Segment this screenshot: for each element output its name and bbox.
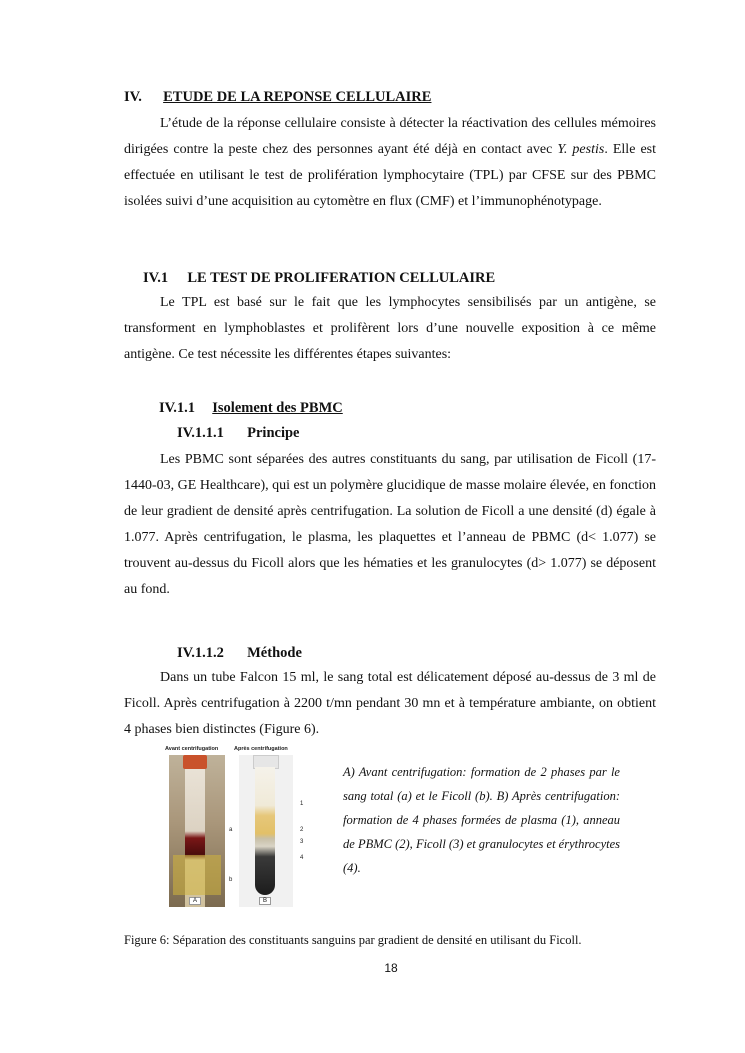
marker-b: b <box>229 877 233 883</box>
phase-4-label: 4 <box>300 855 304 861</box>
subsubsection-heading <box>159 400 343 417</box>
figure-image <box>165 745 315 912</box>
tube-b-photo <box>239 755 293 907</box>
subsubsection-number: IV.1.1 <box>159 400 195 416</box>
principe-paragraph: Les PBMC sont séparées des autres constituants du sang, par utilisation de Ficoll (17-1440-03, GE Healthcare), qui est un polymère glucidique de masse molaire élevée, en fonction de leur gradient de densité après centrifugation. La solution de Ficoll a une densité (d) égale à 1.077. Après centrifugation, le plasma, les plaquettes et l’anneau de PBMC (d< 1.077) se trouvent au-dessus du Ficoll alors que les hématies et les granulocytes (d> 1.077) se déposent au fond. <box>124 452 656 597</box>
marker-a: a <box>229 827 233 833</box>
methode-number: IV.1.1.2 <box>177 645 224 661</box>
figure-legend: A) Avant centrifugation: formation de 2 phases par le sang total (a) et le Ficoll (b). B) Après centrifugation: formation de 4 phases formées de plasma (1), anneau de PBMC (2), Ficoll (3) et granulocytes et érythrocytes (4). <box>343 765 620 875</box>
tube-a-cap <box>183 755 207 769</box>
methode-paragraph: Dans un tube Falcon 15 ml, le sang total est délicatement déposé au-dessus de 3 ml de Ficoll. Après centrifugation à 2200 t/mn pendant 30 mn et à température ambiante, on obtient 4 phases bien distinctes (Figure 6). <box>124 670 656 737</box>
tube-a-rack <box>173 855 221 895</box>
principe-number: IV.1.1.1 <box>177 425 224 441</box>
tube-a-photo <box>169 755 225 907</box>
intro-text-1: L’étude de la réponse cellulaire consiste à détecter la réactivation des cellules mémoires dirigées contre la peste chez des personnes ayant été déjà en contact avec <box>124 116 656 157</box>
subsection-paragraph: Le TPL est basé sur le fait que les lymphocytes sensibilisés par un antigène, se transforment en lymphoblastes et prolifèrent lors d’une nouvelle exposition à ce même antigène. Ce test nécessite les différentes étapes suivantes: <box>124 295 656 362</box>
methode-heading <box>177 645 302 662</box>
intro-species: Y. pestis <box>557 142 605 157</box>
principe-text <box>124 447 656 603</box>
subsection-heading <box>143 270 495 287</box>
section-intro <box>124 111 656 215</box>
phase-3-label: 3 <box>300 839 304 845</box>
subsection-number: IV.1 <box>143 270 169 286</box>
section-heading <box>124 89 431 106</box>
subsection-title: LE TEST DE PROLIFERATION CELLULAIRE <box>187 270 496 286</box>
page-number: 18 <box>384 961 398 975</box>
principe-title: Principe <box>247 425 300 441</box>
intro-text-2: . Elle est effectuée en utilisant le test de prolifération lymphocytaire (TPL) par CFSE sur des PBMC isolées suivi d’une acquisition au cytomètre en flux (CMF) et l’immunophénotypage. <box>124 142 657 209</box>
phase-2-label: 2 <box>300 827 304 833</box>
figure-caption: Figure 6: Séparation des constituants sanguins par gradient de densité en utilisant du Ficoll. <box>124 933 582 947</box>
phase-1-label: 1 <box>300 801 304 807</box>
methode-title: Méthode <box>247 645 302 661</box>
label-after: Après centrifugation <box>234 746 288 752</box>
principe-heading <box>177 425 299 442</box>
panel-b-label: B <box>259 897 271 905</box>
subsubsection-title: Isolement des PBMC <box>212 400 343 416</box>
subsection-text <box>124 290 656 368</box>
methode-text <box>124 665 656 743</box>
label-before: Avant centrifugation <box>165 746 219 752</box>
section-number: IV. <box>124 89 142 105</box>
section-title: ETUDE DE LA REPONSE CELLULAIRE <box>163 89 432 105</box>
tube-b-body <box>255 767 275 895</box>
panel-a-label: A <box>189 897 201 905</box>
